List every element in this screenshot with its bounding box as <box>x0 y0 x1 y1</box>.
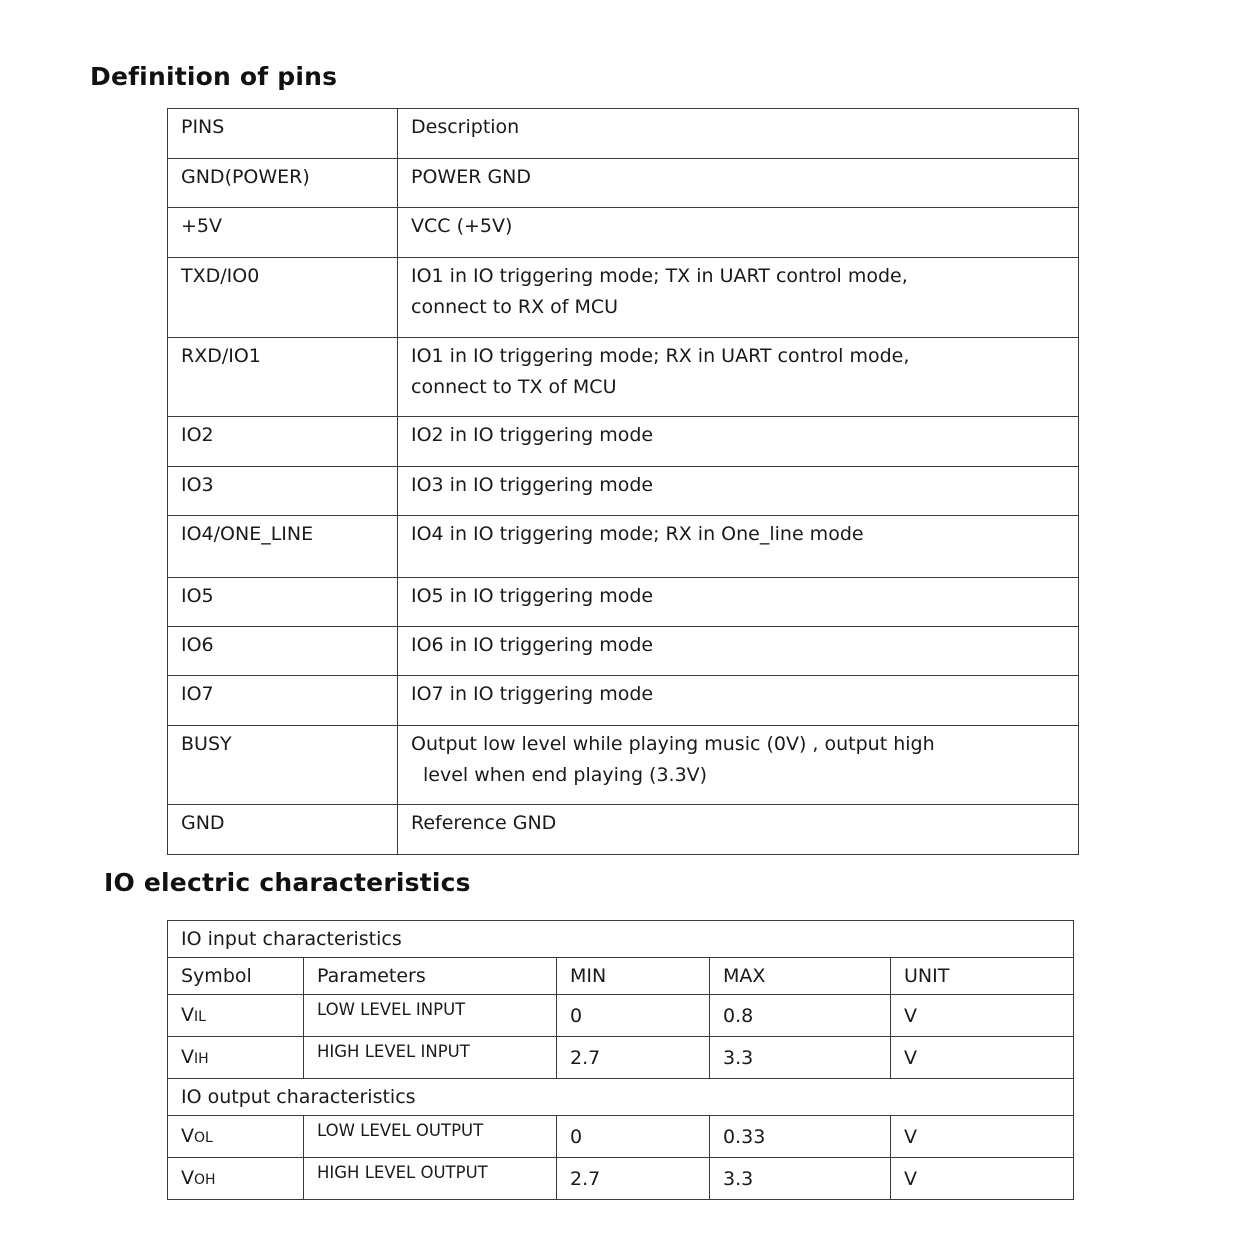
io-symbol-sub: IL <box>194 1008 206 1025</box>
io-input-title-row <box>168 921 1074 958</box>
io-parameter: LOW LEVEL OUTPUT <box>304 1116 557 1158</box>
pin-description: POWER GND <box>398 159 1079 208</box>
io-symbol-sub: OL <box>194 1129 213 1146</box>
pin-name: IO6 <box>168 627 398 676</box>
pin-name: GND <box>168 805 398 855</box>
pin-name: IO5 <box>168 578 398 627</box>
io-unit: V <box>891 1037 1074 1079</box>
io-row <box>168 1116 1074 1158</box>
io-parameter: LOW LEVEL INPUT <box>304 995 557 1037</box>
pins-header-description: Description <box>398 109 1079 159</box>
io-symbol <box>168 1158 304 1200</box>
pin-row <box>168 516 1079 578</box>
pin-name: IO7 <box>168 676 398 726</box>
pin-description-line: level when end playing (3.3V) <box>423 764 708 786</box>
io-row <box>168 995 1074 1037</box>
pin-description: IO6 in IO triggering mode <box>398 627 1079 676</box>
pin-description: IO7 in IO triggering mode <box>398 676 1079 726</box>
io-min: 0 <box>557 1116 710 1158</box>
pin-description-line: IO1 in IO triggering mode; RX in UART control mode, <box>411 345 910 367</box>
pin-description: IO3 in IO triggering mode <box>398 467 1079 516</box>
pin-row <box>168 159 1079 208</box>
pin-description <box>398 338 1079 417</box>
io-symbol-main: V <box>181 1166 194 1189</box>
pins-section-title: Definition of pins <box>90 62 338 91</box>
pin-description <box>398 258 1079 338</box>
io-symbol-sub: OH <box>194 1171 216 1188</box>
io-section-title: IO electric characteristics <box>104 868 471 897</box>
pins-table <box>167 108 1079 855</box>
pin-row <box>168 627 1079 676</box>
pin-row <box>168 417 1079 467</box>
io-max: 0.33 <box>710 1116 891 1158</box>
io-symbol-sub: IH <box>194 1050 209 1067</box>
io-symbol-main: V <box>181 1003 194 1026</box>
pin-description-line: connect to RX of MCU <box>411 296 619 318</box>
io-max: 0.8 <box>710 995 891 1037</box>
pin-name: +5V <box>168 208 398 258</box>
io-unit: V <box>891 1116 1074 1158</box>
pin-description-line: IO1 in IO triggering mode; TX in UART control mode, <box>411 265 908 287</box>
io-unit: V <box>891 995 1074 1037</box>
io-header-symbol: Symbol <box>168 958 304 995</box>
pin-row <box>168 805 1079 855</box>
io-row <box>168 1037 1074 1079</box>
pin-description: IO2 in IO triggering mode <box>398 417 1079 467</box>
pin-name: RXD/IO1 <box>168 338 398 417</box>
io-min: 2.7 <box>557 1037 710 1079</box>
pin-name: TXD/IO0 <box>168 258 398 338</box>
pin-name: IO2 <box>168 417 398 467</box>
pin-name: IO3 <box>168 467 398 516</box>
io-header-max: MAX <box>710 958 891 995</box>
io-symbol <box>168 1037 304 1079</box>
pin-name: IO4/ONE_LINE <box>168 516 398 578</box>
io-parameter: HIGH LEVEL OUTPUT <box>304 1158 557 1200</box>
pins-header-row <box>168 109 1079 159</box>
pin-row <box>168 258 1079 338</box>
io-header-min: MIN <box>557 958 710 995</box>
io-max: 3.3 <box>710 1158 891 1200</box>
io-parameter: HIGH LEVEL INPUT <box>304 1037 557 1079</box>
io-min: 2.7 <box>557 1158 710 1200</box>
pin-row <box>168 578 1079 627</box>
io-symbol <box>168 995 304 1037</box>
io-input-title: IO input characteristics <box>168 921 1074 958</box>
pin-description-line: Output low level while playing music (0V) , output high <box>411 733 935 755</box>
io-max: 3.3 <box>710 1037 891 1079</box>
pin-description: VCC (+5V) <box>398 208 1079 258</box>
pins-header-pin: PINS <box>168 109 398 159</box>
io-symbol-main: V <box>181 1124 194 1147</box>
io-header-unit: UNIT <box>891 958 1074 995</box>
pin-row <box>168 676 1079 726</box>
pin-row <box>168 208 1079 258</box>
pin-row <box>168 726 1079 805</box>
io-header-row <box>168 958 1074 995</box>
pin-name: BUSY <box>168 726 398 805</box>
pin-row <box>168 338 1079 417</box>
io-unit: V <box>891 1158 1074 1200</box>
pin-description: Reference GND <box>398 805 1079 855</box>
pin-description: IO4 in IO triggering mode; RX in One_line mode <box>398 516 1079 578</box>
pin-description: IO5 in IO triggering mode <box>398 578 1079 627</box>
pin-description-line: connect to TX of MCU <box>411 376 617 398</box>
io-min: 0 <box>557 995 710 1037</box>
pin-description <box>398 726 1079 805</box>
pin-name: GND(POWER) <box>168 159 398 208</box>
io-output-title-row <box>168 1079 1074 1116</box>
io-row <box>168 1158 1074 1200</box>
io-output-title: IO output characteristics <box>168 1079 1074 1116</box>
io-symbol <box>168 1116 304 1158</box>
io-header-parameters: Parameters <box>304 958 557 995</box>
io-symbol-main: V <box>181 1045 194 1068</box>
pin-row <box>168 467 1079 516</box>
io-characteristics-table <box>167 920 1074 1200</box>
